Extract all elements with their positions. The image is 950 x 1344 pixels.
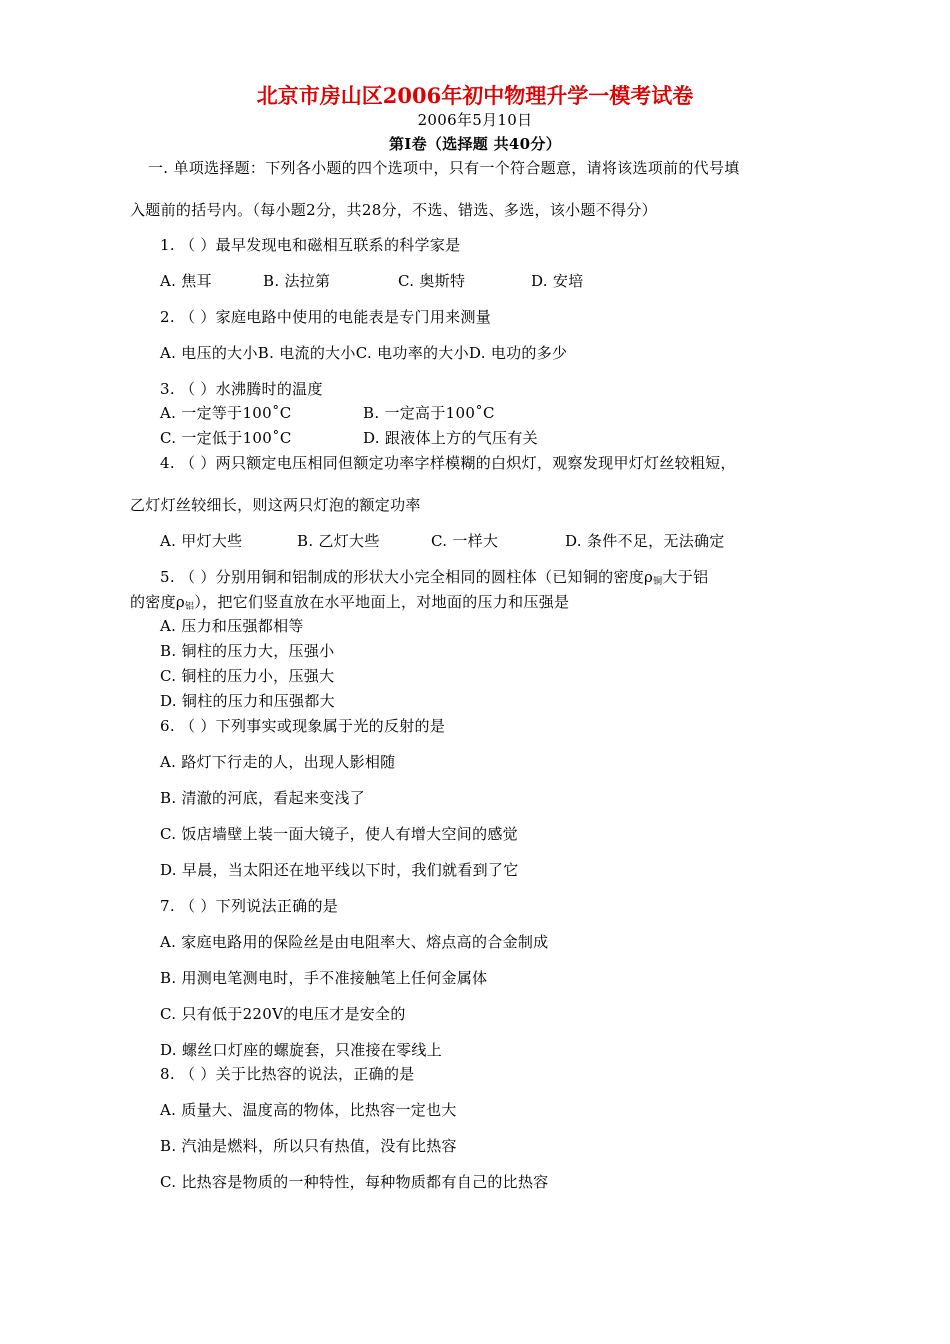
question-2-stem: 2. （ ）家庭电路中使用的电能表是专门用来测量 [160,308,492,326]
question-5-stem-line-2 [130,592,569,617]
q1-option-d: D. 安培 [531,272,584,290]
q5-subscript-copper: 铜 [653,577,663,587]
exam-date: 2006年5月10日 [417,111,533,129]
q3-option-a: A. 一定等于100˚C [160,404,292,422]
question-6-stem: 6. （ ）下列事实或现象属于光的反射的是 [160,717,446,735]
question-7-stem: 7. （ ）下列说法正确的是 [160,897,339,915]
q6-option-b: B. 清澈的河底，看起来变浅了 [160,789,366,807]
q7-option-d: D. 螺丝口灯座的螺旋套，只准接在零线上 [160,1041,443,1059]
q5-option-d: D. 铜柱的压力和压强都大 [160,692,335,710]
q3-option-c: C. 一定低于100˚C [160,429,292,447]
q5-stem-text-2: 大于铝 [662,568,709,586]
instruction-line-1: 一. 单项选择题：下列各小题的四个选项中，只有一个符合题意，请将该选项前的代号填 [148,159,740,177]
section-heading: 第I卷（选择题 共40分） [388,135,561,153]
instruction-line-2: 入题前的括号内。（每小题2分，共28分，不选、错选、多选，该小题不得分） [130,201,657,219]
q5-option-b: B. 铜柱的压力大，压强小 [160,642,335,660]
q5-stem-text-1: 5. （ ）分别用铜和铝制成的形状大小完全相同的圆柱体（已知铜的密度ρ [160,568,654,586]
question-4-stem-line-2: 乙灯灯丝较细长，则这两只灯泡的额定功率 [130,496,421,514]
exam-title: 北京市房山区2006年初中物理升学一模考试卷 [256,83,694,108]
q1-option-a: A. 焦耳 [160,272,212,290]
question-3-stem: 3. （ ）水沸腾时的温度 [160,380,323,398]
question-8-stem: 8. （ ）关于比热容的说法，正确的是 [160,1065,415,1083]
question-3-options-row-1 [160,403,495,423]
q8-option-c: C. 比热容是物质的一种特性，每种物质都有自己的比热容 [160,1173,549,1191]
q6-option-a: A. 路灯下行走的人，出现人影相随 [160,753,396,771]
q3-option-b: B. 一定高于100˚C [363,404,495,422]
q1-option-b: B. 法拉第 [263,272,331,290]
question-4-stem-line-1: 4. （ ）两只额定电压相同但额定功率字样模糊的白炽灯，观察发现甲灯灯丝较粗短， [160,454,736,472]
q7-option-a: A. 家庭电路用的保险丝是由电阻率大、熔点高的合金制成 [160,933,549,951]
q5-option-a: A. 压力和压强都相等 [160,617,304,635]
q5-option-c: C. 铜柱的压力小，压强大 [160,667,335,685]
question-4-options [160,531,725,551]
q7-option-b: B. 用测电笔测电时，手不准接触笔上任何金属体 [160,969,488,987]
q5-subscript-aluminum: 铝 [185,602,195,612]
q4-option-d: D. 条件不足，无法确定 [565,532,725,550]
q6-option-d: D. 早晨，当太阳还在地平线以下时，我们就看到了它 [160,861,519,879]
question-1-options [160,271,584,291]
q5-stem-text-3: 的密度ρ [130,593,186,611]
q6-option-c: C. 饭店墙壁上装一面大镜子，使人有增大空间的感觉 [160,825,518,843]
q8-option-b: B. 汽油是燃料，所以只有热值，没有比热容 [160,1137,457,1155]
question-2-options: A. 电压的大小B. 电流的大小C. 电功率的大小D. 电功的多少 [160,344,568,362]
q8-option-a: A. 质量大、温度高的物体，比热容一定也大 [160,1101,457,1119]
q7-option-c: C. 只有低于220V的电压才是安全的 [160,1005,406,1023]
question-3-options-row-2 [160,428,538,448]
q4-option-a: A. 甲灯大些 [160,532,243,550]
q4-option-c: C. 一样大 [431,532,499,550]
question-5-stem-line-1 [160,567,708,592]
q3-option-d: D. 跟液体上方的气压有关 [363,429,538,447]
q1-option-c: C. 奥斯特 [398,272,466,290]
q5-stem-text-4: ），把它们竖直放在水平地面上，对地面的压力和压强是 [194,593,570,611]
question-1-stem: 1. （ ）最早发现电和磁相互联系的科学家是 [160,236,461,254]
q4-option-b: B. 乙灯大些 [297,532,380,550]
